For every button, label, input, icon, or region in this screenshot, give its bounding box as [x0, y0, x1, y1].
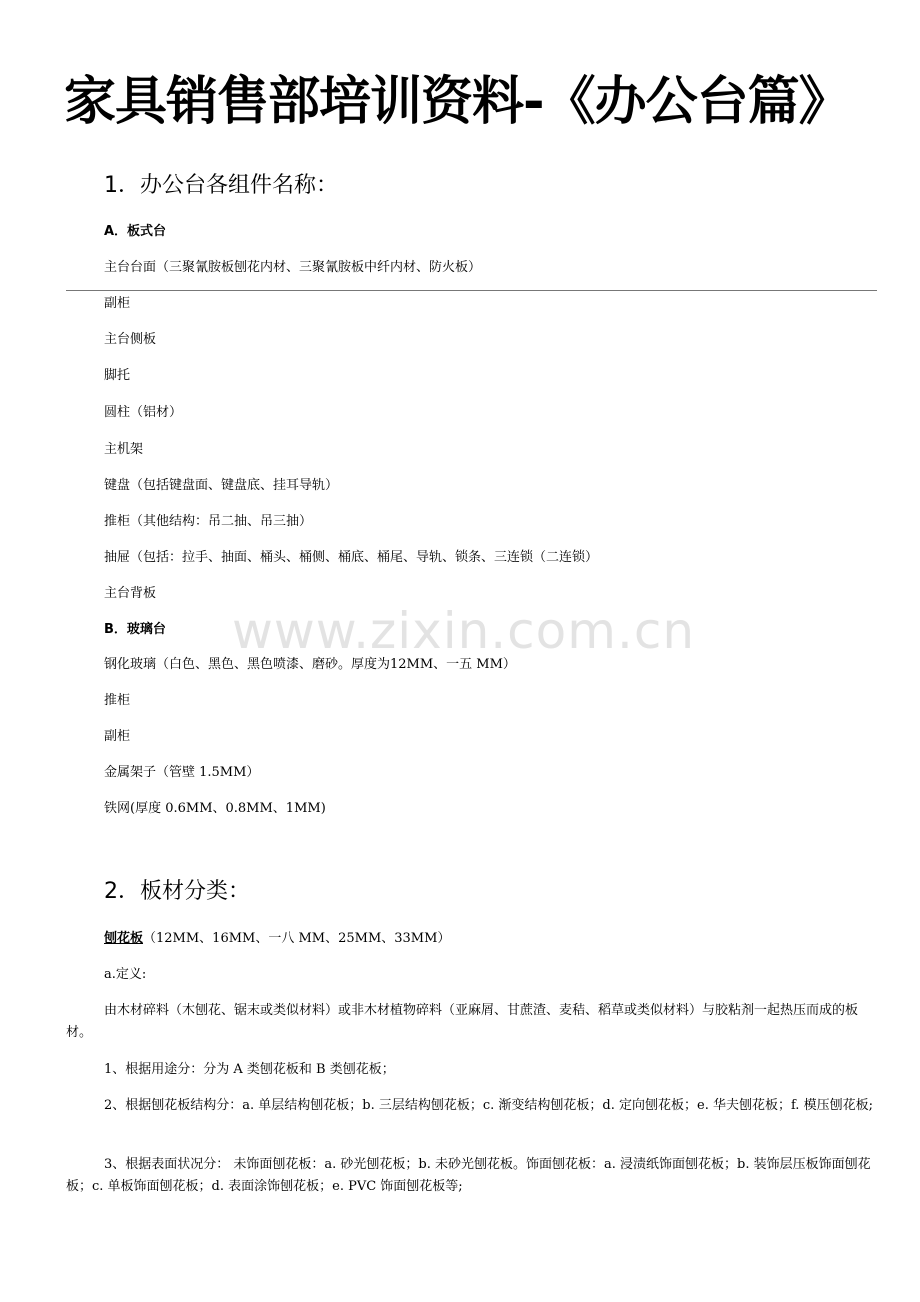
term-line — [104, 930, 450, 948]
term-sizes: （12MM、16MM、一八 MM、25MM、33MM） — [143, 931, 451, 946]
horizontal-rule — [66, 290, 877, 291]
point-paragraph: 3、根据表面状况分： 未饰面刨花板：a. 砂光刨花板；b. 未砂光刨花板。饰面刨花板：a. 浸渍纸饰面刨花板；b. 装饰层压板饰面刨花板；c. 单板饰面刨花板；d. 表面涂饰刨花板；e. PVC 饰面刨花板等; — [66, 1157, 871, 1194]
group-a-item: 脚托 — [104, 368, 131, 383]
group-a-item: 主台背板 — [104, 586, 157, 601]
definition-label: a.定义: — [104, 967, 147, 982]
term-name: 刨花板 — [104, 931, 144, 946]
group-a-label: A．板式台 — [104, 224, 167, 239]
group-a-item: 抽屉（包括：拉手、抽面、桶头、桶侧、桶底、桶尾、导轨、锁条、三连锁（二连锁） — [104, 550, 599, 565]
group-a-item: 圆柱（铝材） — [104, 405, 183, 420]
section-2-heading: 2．板材分类： — [104, 879, 250, 904]
group-a-item: 副柜 — [104, 296, 131, 311]
group-a-item: 主机架 — [104, 442, 144, 457]
group-b-item: 金属架子（管壁 1.5MM） — [104, 765, 260, 780]
group-b-label: B．玻璃台 — [104, 622, 166, 637]
watermark-text: www.zixin.com.cn — [232, 602, 696, 660]
group-b-item: 钢化玻璃（白色、黑色、黑色喷漆、磨砂。厚度为12MM、一五 MM） — [104, 657, 516, 672]
section-1-heading: 1．办公台各组件名称： — [104, 173, 338, 198]
definition-paragraph: 由木材碎料（木刨花、锯末或类似材料）或非木材植物碎料（亚麻屑、甘蔗渣、麦秸、稻草或类似材料）与胶粘剂一起热压而成的板材。 — [66, 1003, 859, 1040]
group-b-item: 副柜 — [104, 729, 131, 744]
group-b-item: 铁网(厚度 0.6MM、0.8MM、1MM) — [104, 801, 326, 816]
group-a-item: 主台台面（三聚氰胺板刨花内材、三聚氰胺板中纤内材、防火板） — [104, 260, 482, 275]
document-title: 家具销售部培训资料-《办公台篇》 — [64, 72, 850, 132]
point-paragraph: 1、根据用途分：分为 A 类刨花板和 B 类刨花板； — [104, 1062, 395, 1077]
group-a-item: 主台侧板 — [104, 332, 157, 347]
group-a-item: 键盘（包括键盘面、键盘底、挂耳导轨） — [104, 478, 339, 493]
group-a-item: 推柜（其他结构：吊二抽、吊三抽） — [104, 514, 313, 529]
point-paragraph: 2、根据刨花板结构分：a. 单层结构刨花板；b. 三层结构刨花板；c. 渐变结构刨花板；d. 定向刨花板；e. 华夫刨花板；f. 模压刨花板; — [104, 1098, 873, 1113]
group-b-item: 推柜 — [104, 693, 131, 708]
